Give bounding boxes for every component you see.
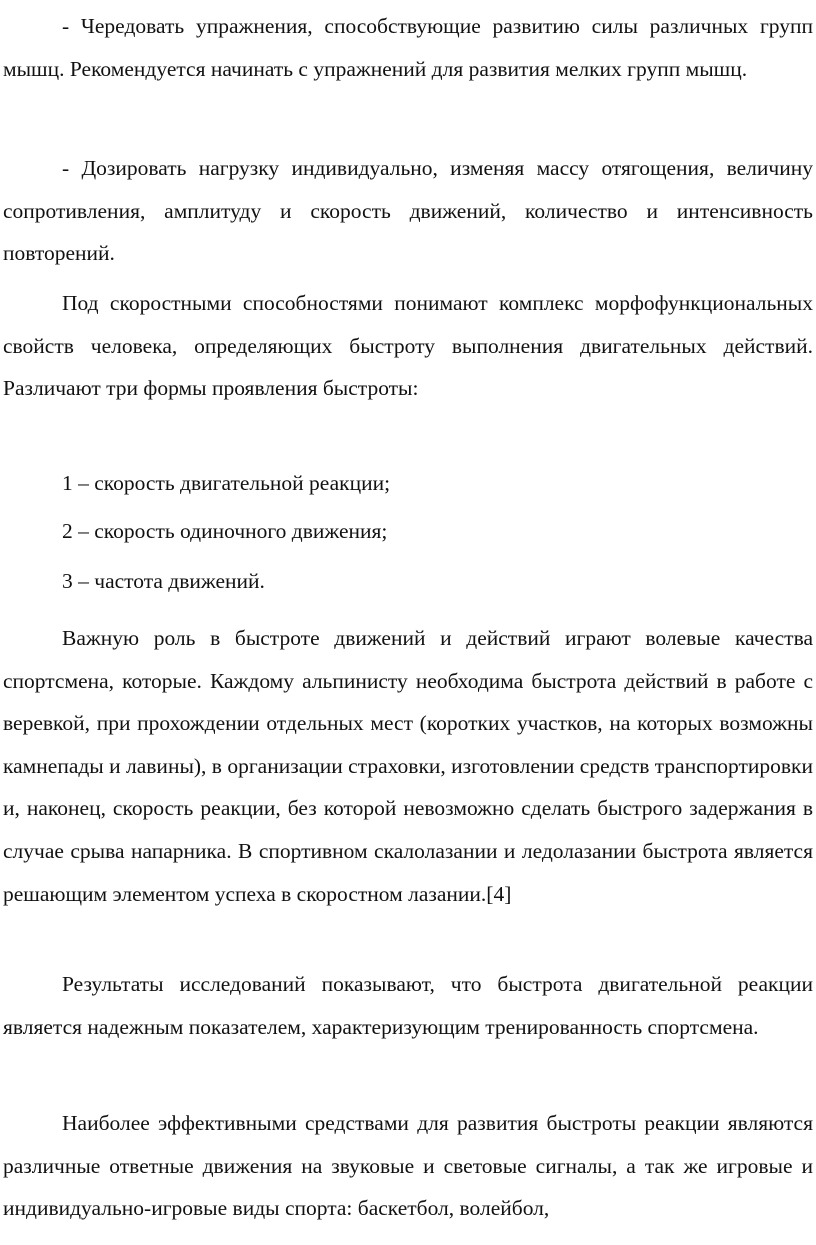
paragraph-alternate-exercises: - Чередовать упражнения, способствующие развитию силы различных групп мышц. Рекомендуется начинать с упражнений для развития мелких групп мышц. [3, 14, 813, 81]
paragraph-dose-load: - Дозировать нагрузку индивидуально, изменяя массу отягощения, величину сопротивления, амплитуду и скорость движений, количество и интенсивность повторений. [3, 156, 813, 266]
paragraph-research-results: Результаты исследований показывают, что быстрота двигательной реакции является надежным показателем, характеризующим тренированность спортсмена. [3, 972, 813, 1039]
list-item-single-movement-speed: 2 – скорость одиночного движения; [62, 519, 388, 543]
paragraph-effective-means: Наиболее эффективными средствами для развития быстроты реакции являются различные ответные движения на звуковые и световые сигналы, а так же игровые и индивидуально-игровые виды спорта: баскетбол, волейбол, [3, 1111, 813, 1221]
list-item-movement-frequency: 3 – частота движений. [62, 569, 265, 593]
paragraph-volitional-qualities: Важную роль в быстроте движений и действий играют волевые качества спортсмена, которые. Каждому альпинисту необходима быстрота действий в работе с веревкой, при прохождении отдельных мест (коротких участков, на которых возможны камнепады и лавины), в организации страховки, изготовлении средств транспортировки и, наконец, скорость реакции, без которой невозможно сделать быстрого задержания в случае срыва напарника. В спортивном скалолазании и ледолазании быстрота является решающим элементом успеха в скоростном лазании.[4] [3, 626, 813, 906]
paragraph-speed-abilities: Под скоростными способностями понимают комплекс морфофункциональных свойств человека, определяющих быстроту выполнения двигательных действий. Различают три формы проявления быстроты: [3, 291, 813, 401]
list-item-reaction-speed: 1 – скорость двигательной реакции; [62, 471, 391, 495]
